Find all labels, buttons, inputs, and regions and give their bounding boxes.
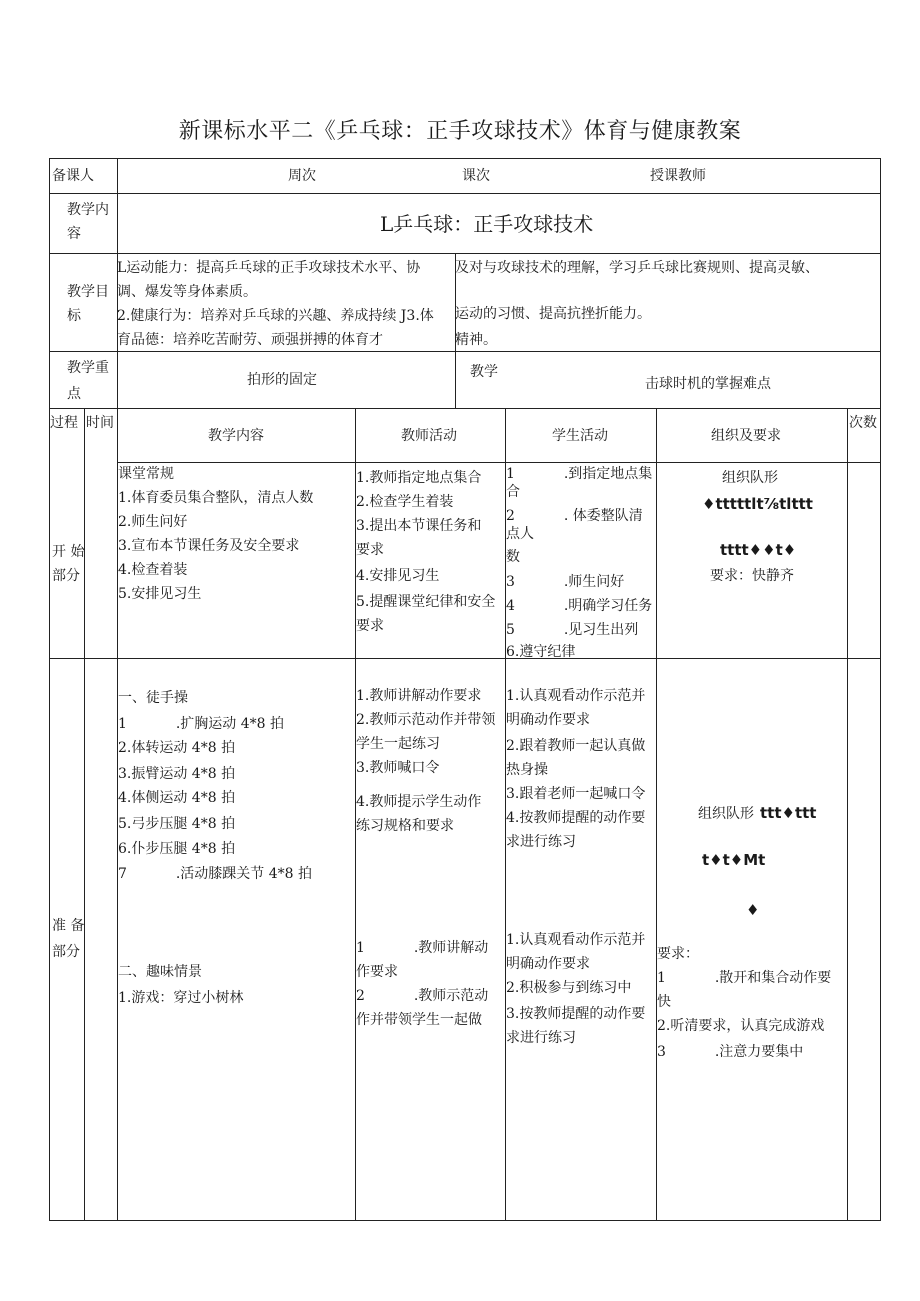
prep-content-1: 一、徒手操 (118, 690, 188, 706)
prep-content-5: 4.体侧运动 4*8 拍 (118, 790, 236, 806)
start-teacher-7: 要求 (356, 618, 384, 634)
start-teacher-5: 4.安排见习生 (356, 568, 440, 584)
focus-value: 拍形的固定 (247, 372, 317, 388)
prep-teacher-1: 1.教师讲解动作要求 (356, 688, 482, 704)
col-teacher: 教师活动 (401, 428, 457, 444)
start-content-6: 5.安排见习生 (118, 586, 202, 602)
prep-teacher-2: 2.教师示范动作并带领 (356, 712, 496, 728)
objectives-right-3: 精神。 (455, 332, 497, 348)
prep-student-5: 3.跟着老师一起喊口令 (506, 786, 646, 802)
prep-org-formation-1: ttt♦ttt (760, 804, 817, 822)
prep-org-formation-2: t♦t♦Mt (702, 851, 766, 869)
content-value: L乒乓球：正手攻球技术 (380, 212, 594, 236)
prep-teacher-9: 2 .教师示范动 (356, 988, 489, 1004)
start-teacher-3: 3.提出本节课任务和 (356, 518, 482, 534)
prep-student-4: 热身操 (506, 762, 548, 778)
prep-student-7: 求进行练习 (506, 834, 576, 850)
start-student-3: 2 . 体委整队清 (506, 508, 643, 524)
objectives-right-1: 及对与攻球技术的理解，学习乒乓球比赛规则、提高灵敏、 (455, 260, 819, 276)
difficulty-label: 教学 (470, 364, 498, 380)
prep-content-2: 1 .扩胸运动 4*8 拍 (118, 716, 285, 732)
start-org-title: 组织队形 (722, 470, 778, 486)
objectives-label-1: 教学目 (67, 284, 109, 300)
prep-org-req-5: 3 .注意力要集中 (657, 1044, 804, 1060)
lesson-label: 课次 (462, 168, 490, 184)
start-student-4: 点人 (506, 526, 534, 542)
start-content-3: 2.师生问好 (118, 514, 188, 530)
prep-org-req-1: 要求： (657, 946, 699, 962)
prep-student-10: 2.积极参与到练习中 (506, 980, 632, 996)
col-student: 学生活动 (552, 428, 608, 444)
prep-org-req-2: 1 .散开和集合动作要 (657, 970, 832, 986)
start-student-6: 3 .师生问好 (506, 574, 625, 590)
prep-label-2: 部分 (52, 944, 80, 960)
preparer-label: 备课人 (52, 168, 94, 184)
col-process: 过程 (50, 415, 78, 431)
prep-student-8: 1.认真观看动作示范并 (506, 932, 646, 948)
col-content: 教学内容 (208, 428, 264, 444)
start-student-7: 4 .明确学习任务 (506, 598, 653, 614)
start-org-formation-2: tttt♦♦t♦ (720, 541, 797, 559)
start-label-1: 开 始 (52, 544, 85, 560)
objectives-label-2: 标 (67, 308, 81, 324)
start-student-5: 数 (506, 549, 520, 565)
start-label-2: 部分 (52, 568, 80, 584)
content-label-2: 容 (67, 226, 81, 242)
start-content-2: 1.体育委员集合整队，清点人数 (118, 490, 314, 506)
prep-org-req-3: 快 (657, 994, 671, 1010)
objectives-left-4: 育品德：培养吃苦耐劳、顽强拼搏的体育才 (117, 332, 383, 348)
prep-student-12: 求进行练习 (506, 1030, 576, 1046)
prep-content-8: 7 .活动膝踝关节 4*8 拍 (118, 866, 313, 882)
start-content-4: 3.宣布本节课任务及安全要求 (118, 538, 300, 554)
prep-content-4: 3.振臂运动 4*8 拍 (118, 766, 236, 782)
start-teacher-2: 2.检查学生着装 (356, 494, 454, 510)
start-student-2: 合 (506, 484, 520, 500)
start-teacher-6: 5.提醒课堂纪律和安全 (356, 594, 496, 610)
start-org-formation-1: ♦tttttlt⅞tlttt (702, 495, 813, 513)
teacher-label: 授课教师 (650, 168, 706, 184)
prep-teacher-4: 3.教师喊口令 (356, 760, 440, 776)
prep-student-3: 2.跟着教师一起认真做 (506, 738, 646, 754)
col-count: 次数 (849, 415, 877, 431)
prep-teacher-8: 作要求 (356, 964, 398, 980)
prep-student-1: 1.认真观看动作示范并 (506, 688, 646, 704)
week-label: 周次 (288, 168, 316, 184)
objectives-left-1: L运动能力：提高乒乓球的正手攻球技术水平、协 (117, 260, 421, 276)
start-student-9: 6.遵守纪律 (506, 644, 576, 660)
prep-content-10: 1.游戏：穿过小树林 (118, 990, 244, 1006)
objectives-left-2: 调、爆发等身体素质。 (117, 284, 257, 300)
col-organization: 组织及要求 (711, 428, 781, 444)
content-label-1: 教学内 (67, 202, 109, 218)
prep-teacher-6: 练习规格和要求 (356, 818, 454, 834)
start-student-8: 5 .见习生出列 (506, 622, 639, 638)
difficulty-value: 击球时机的掌握难点 (645, 376, 771, 392)
start-teacher-1: 1.教师指定地点集合 (356, 470, 482, 486)
prep-org-req-4: 2.听清要求，认真完成游戏 (657, 1018, 825, 1034)
prep-org-title: 组织队形 (698, 806, 754, 822)
start-content-1: 课堂常规 (118, 466, 174, 482)
prep-teacher-10: 作并带领学生一起做 (356, 1012, 482, 1028)
prep-org-formation-3: ♦ (746, 901, 760, 919)
focus-label-2: 点 (67, 386, 81, 402)
focus-label-1: 教学重 (67, 360, 109, 376)
prep-content-6: 5.弓步压腿 4*8 拍 (118, 816, 236, 832)
prep-student-9: 明确动作要求 (506, 956, 590, 972)
objectives-right-2: 运动的习惯、提高抗挫折能力。 (455, 306, 651, 322)
start-org-requirement: 要求：快静齐 (710, 568, 794, 584)
prep-student-11: 3.按教师提醒的动作要 (506, 1006, 646, 1022)
objectives-left-3: 2.健康行为：培养对乒乓球的兴趣、养成持续 J3.体 (117, 308, 434, 324)
prep-label-1: 准 备 (52, 918, 85, 934)
col-time: 时间 (86, 415, 114, 431)
page-title: 新课标水平二《乒乓球：正手攻球技术》体育与健康教案 (178, 119, 742, 144)
start-student-1: 1 .到指定地点集 (506, 466, 653, 482)
start-content-5: 4.检查着装 (118, 562, 188, 578)
prep-teacher-5: 4.教师提示学生动作 (356, 794, 482, 810)
prep-content-9: 二、趣味情景 (118, 964, 202, 980)
prep-student-2: 明确动作要求 (506, 712, 590, 728)
prep-teacher-7: 1 .教师讲解动 (356, 940, 489, 956)
prep-teacher-3: 学生一起练习 (356, 736, 440, 752)
prep-student-6: 4.按教师提醒的动作要 (506, 810, 646, 826)
start-teacher-4: 要求 (356, 542, 384, 558)
prep-content-7: 6.仆步压腿 4*8 拍 (118, 841, 236, 857)
prep-content-3: 2.体转运动 4*8 拍 (118, 740, 236, 756)
